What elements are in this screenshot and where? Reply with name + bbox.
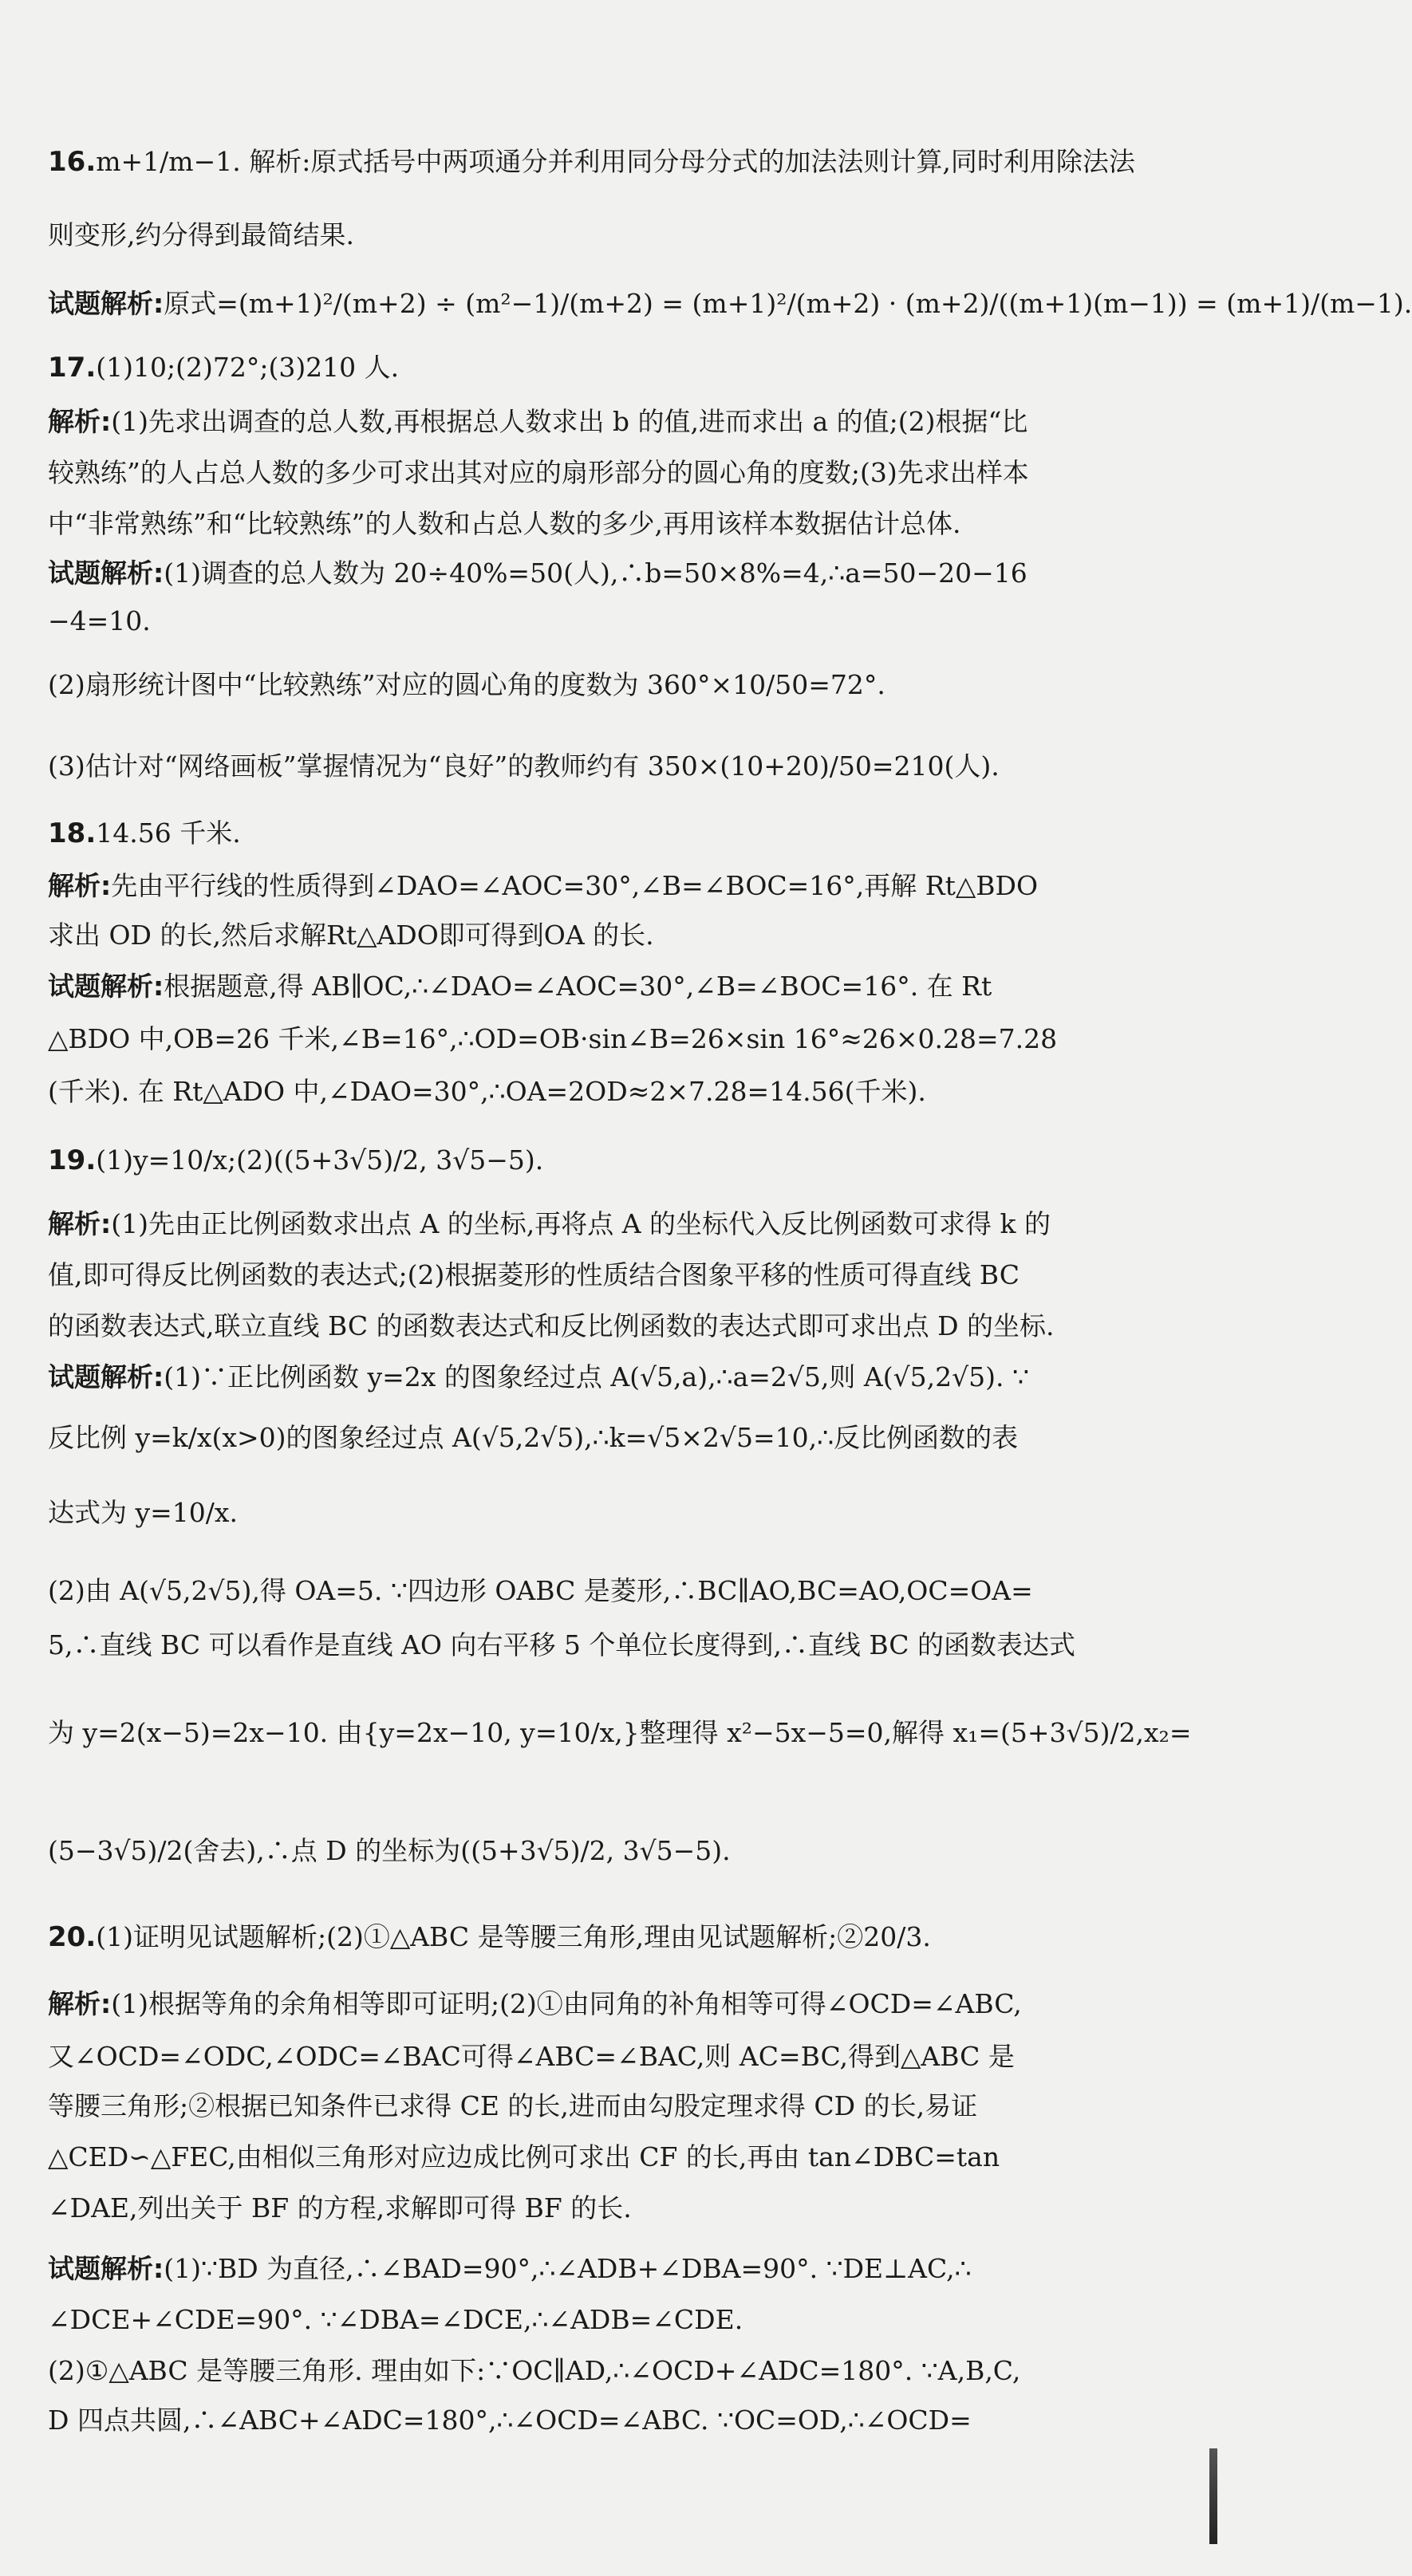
text-line [48, 2038, 1197, 2075]
text-line [48, 603, 1197, 640]
problem-number: 20. [48, 1921, 97, 1953]
page-edge-shadow [1209, 2448, 1217, 2544]
text-line [48, 2088, 1197, 2125]
line-text: 的函数表达式,联立直线 BC 的函数表达式和反比例函数的表达式即可求出点 D 的坐标. [48, 1310, 1055, 1341]
line-text: (2)①△ABC 是等腰三角形. 理由如下:∵OC∥AD,∴∠OCD+∠ADC=180°. ∵A,B,C, [48, 2355, 1021, 2386]
line-text: (1)∵BD 为直径,∴∠BAD=90°,∴∠ADB+∠DBA=90°. ∵DE⊥AC,∴ [164, 2253, 972, 2284]
line-text: 反比例 y=k/x(x>0)的图象经过点 A(√5,2√5),∴k=√5×2√5=10,∴反比例函数的表 [48, 1422, 1019, 1453]
text-line [48, 1919, 1197, 1956]
line-text: (1)10;(2)72°;(3)210 人. [96, 352, 400, 383]
line-text: (3)估计对“网络画板”掌握情况为“良好”的教师约有 350×(10+20)/50=210(人). [48, 750, 1000, 782]
line-text: 先由平行线的性质得到∠DAO=∠AOC=30°,∠B=∠BOC=16°,再解 Rt△BDO [111, 870, 1039, 901]
line-text: △BDO 中,OB=26 千米,∠B=16°,∴OD=OB·sin∠B=26×sin 16°≈26×0.28=7.28 [48, 1023, 1058, 1054]
line-text: 中“非常熟练”和“比较熟练”的人数和占总人数的多少,再用该样本数据估计总体. [48, 508, 961, 539]
line-text: 较熟练”的人占总人数的多少可求出其对应的扇形部分的圆心角的度数;(3)先求出样本 [48, 457, 1029, 488]
line-text: (2)扇形统计图中“比较熟练”对应的圆心角的度数为 360°×10/50=72°. [48, 669, 885, 700]
problem-number: 17. [48, 352, 97, 384]
text-line [48, 2402, 1197, 2439]
line-text: m+1/m−1. 解析:原式括号中两项通分并利用同分母分式的加法法则计算,同时利用除法法 [96, 146, 1135, 177]
text-line [48, 1715, 1197, 1751]
line-text: (1)先求出调查的总人数,再根据总人数求出 b 的值,进而求出 a 的值;(2)根据“比 [111, 406, 1028, 437]
line-text: (1)先由正比例函数求出点 A 的坐标,再将点 A 的坐标代入反比例函数可求得 k 的 [111, 1208, 1051, 1239]
text-line [48, 455, 1197, 491]
line-text: ∠DAE,列出关于 BF 的方程,求解即可得 BF 的长. [48, 2192, 632, 2223]
section-label: 试题解析: [48, 971, 164, 1002]
line-text: 14.56 千米. [96, 817, 241, 849]
section-label: 试题解析: [48, 1361, 164, 1392]
text-line [48, 1833, 1197, 1869]
text-line [48, 1627, 1197, 1664]
line-text: (千米). 在 Rt△ADO 中,∠DAO=30°,∴OA=2OD≈2×7.28=14.56(千米). [48, 1076, 926, 1107]
section-label: 试题解析: [48, 2253, 164, 2284]
text-line [48, 1257, 1197, 1294]
text-line [48, 1308, 1197, 1345]
line-text: 则变形,约分得到最简结果. [48, 219, 354, 250]
text-line [48, 1142, 1197, 1179]
section-label: 解析: [48, 406, 112, 437]
line-text: 达式为 y=10/x. [48, 1497, 238, 1528]
text-line [48, 2353, 1197, 2389]
problem-number: 16. [48, 146, 97, 178]
section-label: 解析: [48, 870, 112, 901]
line-text: 等腰三角形;②根据已知条件已求得 CE 的长,进而由勾股定理求得 CD 的长,易证 [48, 2090, 978, 2121]
text-line [48, 1021, 1197, 1058]
text-line [48, 2302, 1197, 2338]
line-text: (1)∵正比例函数 y=2x 的图象经过点 A(√5,a),∴a=2√5,则 A(√5,2√5). ∵ [164, 1361, 1029, 1392]
text-line [48, 2251, 1197, 2287]
line-text: (2)由 A(√5,2√5),得 OA=5. ∵四边形 OABC 是菱形,∴BC∥AO,BC=AO,OC=OA= [48, 1575, 1033, 1606]
text-line [48, 2139, 1197, 2176]
section-label: 解析: [48, 1988, 112, 2019]
line-text: 5,∴直线 BC 可以看作是直线 AO 向右平移 5 个单位长度得到,∴直线 BC 的函数表达式 [48, 1629, 1075, 1660]
problem-number: 18. [48, 817, 97, 849]
text-line [48, 144, 1197, 180]
line-text: 值,即可得反比例函数的表达式;(2)根据菱形的性质结合图象平移的性质可得直线 BC [48, 1259, 1020, 1290]
text-line [48, 1073, 1197, 1110]
line-text: ∠DCE+∠CDE=90°. ∵∠DBA=∠DCE,∴∠ADB=∠CDE. [48, 2304, 743, 2335]
line-text: (5−3√5)/2(舍去),∴点 D 的坐标为((5+3√5)/2, 3√5−5). [48, 1835, 731, 1866]
text-line [48, 506, 1197, 542]
text-line [48, 1359, 1197, 1396]
line-text: (1)调查的总人数为 20÷40%=50(人),∴b=50×8%=4,∴a=50−20−16 [164, 557, 1027, 589]
text-line [48, 748, 1197, 785]
section-label: 试题解析: [48, 288, 164, 319]
text-line [48, 968, 1197, 1005]
line-text: 为 y=2(x−5)=2x−10. 由{y=2x−10, y=10/x,}整理得 x²−5x−5=0,解得 x₁=(5+3√5)/2,x₂= [48, 1717, 1192, 1748]
line-text: 又∠OCD=∠ODC,∠ODC=∠BAC可得∠ABC=∠BAC,则 AC=BC,得到△ABC 是 [48, 2041, 1015, 2072]
line-text: (1)证明见试题解析;(2)①△ABC 是等腰三角形,理由见试题解析;②20/3. [96, 1921, 931, 1952]
line-text: −4=10. [48, 605, 151, 636]
text-line [48, 2190, 1197, 2227]
line-text: 求出 OD 的长,然后求解Rt△ADO即可得到OA 的长. [48, 920, 654, 951]
text-line [48, 286, 1412, 322]
line-text: D 四点共圆,∴∠ABC+∠ADC=180°,∴∠OCD=∠ABC. ∵OC=OD,∴∠OCD= [48, 2405, 972, 2436]
text-line [48, 1206, 1197, 1243]
line-text: (1)y=10/x;(2)((5+3√5)/2, 3√5−5). [96, 1144, 544, 1176]
line-text: 原式=(m+1)²/(m+2) ÷ (m²−1)/(m+2) = (m+1)²/(m+2) · (m+2)/((m+1)(m−1)) = (m+1)/(m−1). [164, 288, 1412, 319]
text-line [48, 667, 1197, 703]
text-line [48, 349, 1197, 386]
text-line [48, 815, 1197, 852]
text-line [48, 1573, 1197, 1609]
text-line [48, 404, 1197, 440]
problem-number: 19. [48, 1144, 97, 1176]
text-line [48, 868, 1197, 904]
text-line [48, 217, 1197, 254]
section-label: 试题解析: [48, 557, 164, 589]
text-line [48, 1495, 1197, 1531]
line-text: 根据题意,得 AB∥OC,∴∠DAO=∠AOC=30°,∠B=∠BOC=16°. 在 Rt [164, 971, 992, 1002]
section-label: 解析: [48, 1208, 112, 1239]
line-text: △CED∽△FEC,由相似三角形对应边成比例可求出 CF 的长,再由 tan∠DBC=tan [48, 2141, 1000, 2172]
text-line [48, 555, 1197, 592]
text-line [48, 1420, 1197, 1456]
text-line [48, 917, 1197, 954]
text-line [48, 1986, 1197, 2023]
line-text: (1)根据等角的余角相等即可证明;(2)①由同角的补角相等可得∠OCD=∠ABC, [111, 1988, 1022, 2019]
